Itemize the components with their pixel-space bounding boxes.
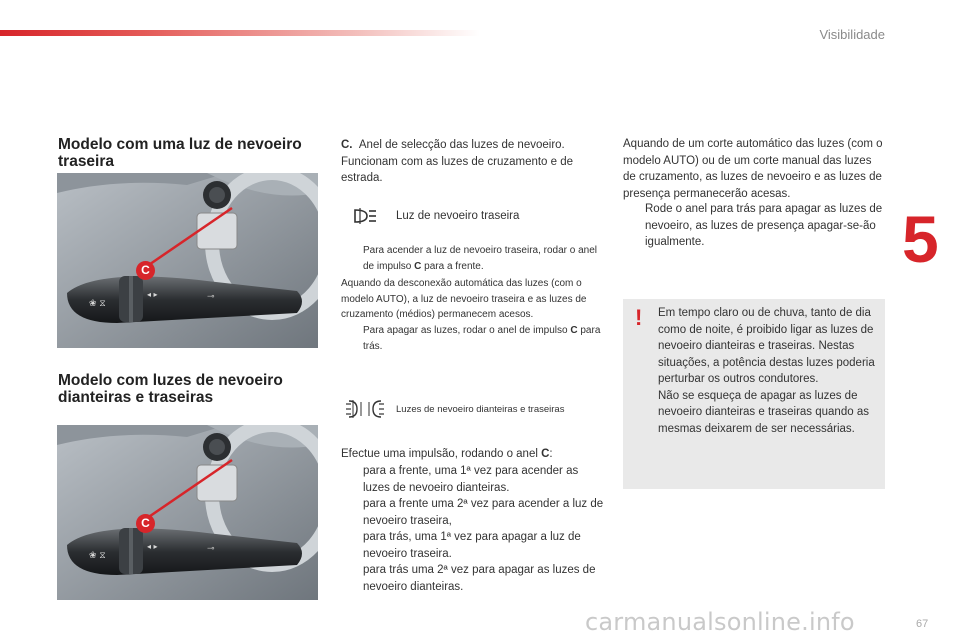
list-item: para trás uma 2ª vez para apagar as luzes de nevoeiro dianteiras. bbox=[363, 564, 596, 593]
instruction-bullet: Para acender a luz de nevoeiro traseira, rodar o anel de impulso C para a frente. bbox=[363, 245, 598, 272]
svg-text:⊸: ⊸ bbox=[207, 544, 215, 554]
warning-note bbox=[623, 299, 885, 489]
heading-line: traseira bbox=[58, 153, 115, 170]
svg-text:⊸: ⊸ bbox=[207, 292, 215, 302]
svg-text:◂ ▸: ◂ ▸ bbox=[147, 290, 158, 299]
header-accent-bar bbox=[0, 30, 480, 36]
warning-icon: ! bbox=[635, 305, 643, 330]
list-item: para a frente uma 2ª vez para acender a luz de nevoeiro traseira, bbox=[363, 498, 604, 527]
watermark: carmanualsonline.info bbox=[585, 608, 855, 636]
ring-letter: C. bbox=[341, 139, 353, 151]
ring-desc: Anel de selecção das luzes de nevoeiro. bbox=[358, 139, 565, 151]
ring-desc2: Funcionam com as luzes de cruzamento e de estrada. bbox=[341, 155, 574, 184]
list-item: para a frente, uma 1ª vez para acender as luzes de nevoeiro dianteiras. bbox=[363, 465, 579, 494]
auto-note: Aquando da desconexão automática das luzes (com o modelo AUTO), a luz de nevoeiro traseira e as luzes de cruzamento (médios) permanecem acesos. bbox=[341, 278, 587, 320]
instruction-bullet: Para apagar as luzes, rodar o anel de impulso C para trás. bbox=[363, 325, 601, 352]
ring-label-badge: C bbox=[136, 261, 155, 280]
impulse-steps bbox=[341, 463, 604, 595]
section-title: Visibilidade bbox=[819, 27, 885, 42]
heading-front-rear-fog bbox=[58, 372, 283, 406]
page-number: 67 bbox=[916, 618, 929, 630]
rear-fog-icon bbox=[351, 203, 377, 229]
warning-text: Em tempo claro ou de chuva, tanto de dia como de noite, é proibido ligar as luzes de nevoeiro dianteiras e traseiras. Nestas situações, a potência destas luzes poderia perturbar os outros condutores. Não se esqueça de apagar as luzes de nevoeiro dianteiras e traseiras quando as mesmas deixarem de ser necessárias. bbox=[658, 307, 875, 435]
auto-cut-paragraph: Aquando de um corte automático das luzes (com o modelo AUTO) ou de um corte manual das luzes de cruzamento, as luzes de nevoeiro e as luzes de presença permanecerão acesas. bbox=[623, 138, 883, 200]
ring-description bbox=[341, 137, 606, 187]
ring-label-badge: C bbox=[136, 514, 155, 533]
heading-rear-fog bbox=[58, 136, 302, 170]
stalk-illustration bbox=[57, 425, 318, 600]
heading-line: Modelo com uma luz de nevoeiro bbox=[58, 136, 302, 153]
front-rear-fog-label: Luzes de nevoeiro dianteiras e traseiras bbox=[396, 404, 565, 415]
instruction-bullet: Rode o anel para trás para apagar as luzes de nevoeiro, as luzes de presença apagar-se-ão igualmente. bbox=[645, 203, 883, 248]
stalk-illustration bbox=[57, 173, 318, 348]
rear-fog-label: Luz de nevoeiro traseira bbox=[396, 210, 520, 222]
chapter-number: 5 bbox=[902, 202, 939, 276]
list-item: para trás, uma 1ª vez para apagar a luz de nevoeiro traseira. bbox=[363, 531, 581, 560]
svg-text:◂ ▸: ◂ ▸ bbox=[147, 542, 158, 551]
svg-text:❀ ⧖: ❀ ⧖ bbox=[89, 299, 106, 309]
heading-line: dianteiras e traseiras bbox=[58, 389, 214, 406]
heading-line: Modelo com luzes de nevoeiro bbox=[58, 372, 283, 389]
svg-text:❀ ⧖: ❀ ⧖ bbox=[89, 551, 106, 561]
impulse-intro: Efectue uma impulsão, rodando o anel C: bbox=[341, 448, 553, 460]
stalk-photo-front-rear bbox=[57, 425, 318, 600]
stalk-photo-rear bbox=[57, 173, 318, 348]
front-rear-fog-icon bbox=[345, 398, 385, 420]
